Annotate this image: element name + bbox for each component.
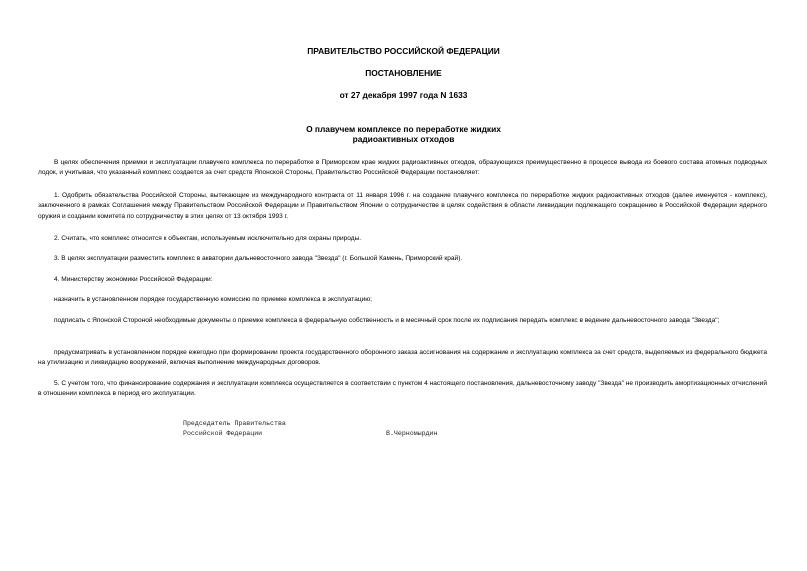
paragraph-2: 2. Считать, что комплекс относится к объектам, используемым исключительно для охраны природы.	[54, 235, 362, 242]
signature-role-line-2: Российской Федерации	[183, 430, 263, 437]
document-date-number: от 27 декабря 1997 года N 1633	[339, 90, 468, 100]
document-title	[0, 124, 807, 144]
paragraph-4c: предусматривать в установленном порядке ежегодно при формировании проекта государственного оборонного заказа ассигнования на содержание и эксплуатацию комплекса за счет средств, выделяемых из федерального бюджета на утилизацию и ликвидацию вооружений, включая выполнение международных договоров.	[38, 349, 767, 367]
paragraph-4a: назначить в установленном порядке государственную комиссию по приемке комплекса в эксплуатацию;	[54, 296, 372, 303]
paragraph-4: 4. Министерству экономики Российской Федерации:	[54, 276, 213, 283]
signature-role-line-1: Председатель Правительства	[183, 420, 286, 427]
paragraph-4b: подписать с Японской Стороной необходимые документы о приемке комплекса в федеральную собственность и в месячный срок после их подписания передать комплекс в ведение дальневосточного завода "Звезда";	[54, 317, 720, 324]
paragraph-3: 3. В целях эксплуатации разместить комплекс в акватории дальневосточного завода "Звезда" (г. Большой Камень, Приморский край).	[54, 255, 463, 262]
paragraph-1: 1. Одобрить обязательства Российской Стороны, вытекающие из международного контракта от 11 января 1996 г. на создание плавучего комплекса по переработке жидких радиоактивных отходов (далее именуется - комплекс), заключенного в рамках Соглашения между Правительством Российской Федерации и Правительством Японии о сотрудничестве в целях содействия в области ликвидации подлежащего сокращению в Российской Федерации ядерного оружия и создании комитета по сотрудничеству в этих целях от 13 октября 1993 г.	[38, 192, 767, 220]
signature-name: В.Черномырдин	[386, 430, 438, 437]
preamble-paragraph: В целях обеспечения приемки и эксплуатации плавучего комплекса по переработке в Приморском крае жидких радиоактивных отходов, образующихся преимущественно в процессе вывода из боевого состава атомных подводных лодок, и учитывая, что указанный комплекс создается за счет средств Японской Стороны, Правительство Российской Федерации постановляет:	[38, 159, 767, 177]
title-line-1: О плавучем комплексе по переработке жидких	[306, 124, 501, 134]
government-heading: ПРАВИТЕЛЬСТВО РОССИЙСКОЙ ФЕДЕРАЦИИ	[307, 46, 500, 56]
paragraph-5: 5. С учетом того, что финансирование содержания и эксплуатации комплекса осуществляется в соответствии с пунктом 4 настоящего постановления, дальневосточному заводу "Звезда" не производить амортизационных отчислений в отношении комплекса в период его эксплуатации.	[38, 380, 767, 398]
document-type: ПОСТАНОВЛЕНИЕ	[365, 68, 442, 78]
title-line-2: радиоактивных отходов	[352, 134, 455, 144]
